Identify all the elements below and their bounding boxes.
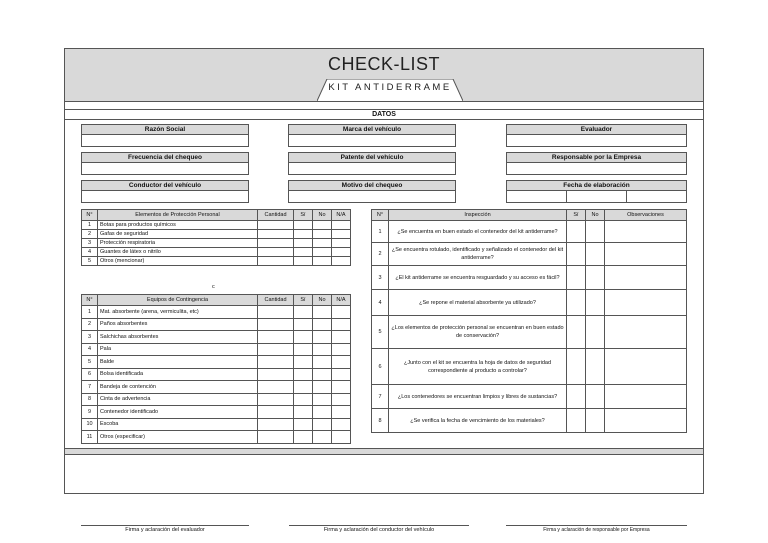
si-cell[interactable]	[294, 230, 313, 239]
no-cell[interactable]	[313, 248, 332, 257]
field-label: Marca del vehículo	[288, 124, 456, 135]
cantidad-cell[interactable]	[258, 257, 294, 266]
na-cell[interactable]	[332, 239, 351, 248]
table-row	[372, 385, 687, 409]
no-cell[interactable]	[586, 266, 605, 290]
row-number: 7	[372, 385, 389, 409]
table-row	[82, 331, 351, 344]
row-number: 5	[82, 356, 98, 369]
field-frecuencia	[81, 152, 249, 175]
table-row	[82, 343, 351, 356]
cantidad-cell[interactable]	[258, 331, 294, 344]
col-header: N°	[82, 295, 98, 306]
row-number: 6	[372, 349, 389, 385]
footer-divider-bar	[65, 448, 703, 455]
si-cell[interactable]	[294, 221, 313, 230]
cantidad-cell[interactable]	[258, 343, 294, 356]
row-number: 1	[82, 221, 98, 230]
field-label: Conductor del vehículo	[81, 180, 249, 191]
no-cell[interactable]	[313, 318, 332, 331]
table-row	[82, 239, 351, 248]
no-cell[interactable]	[313, 356, 332, 369]
cantidad-cell[interactable]	[258, 239, 294, 248]
si-cell[interactable]	[294, 356, 313, 369]
col-header: No	[313, 210, 332, 221]
na-cell[interactable]	[332, 306, 351, 319]
field-motivo	[288, 180, 456, 203]
na-cell[interactable]	[332, 230, 351, 239]
no-cell[interactable]	[313, 230, 332, 239]
si-cell[interactable]	[294, 343, 313, 356]
si-cell[interactable]	[294, 306, 313, 319]
no-cell[interactable]	[586, 243, 605, 266]
si-cell[interactable]	[294, 368, 313, 381]
col-header: No	[313, 295, 332, 306]
field-label: Frecuencia del chequeo	[81, 152, 249, 163]
razon-social-input[interactable]	[81, 135, 249, 147]
row-number: 2	[372, 243, 389, 266]
inspection-question: ¿Se verifica la fecha de vencimiento de los materiales?	[389, 409, 567, 433]
row-item: Bandeja de contención	[98, 381, 258, 394]
field-label: Razón Social	[81, 124, 249, 135]
na-cell[interactable]	[332, 393, 351, 406]
table-row	[372, 316, 687, 349]
page-title: CHECK-LIST	[327, 54, 440, 74]
si-cell[interactable]	[294, 381, 313, 394]
row-item: Paños absorbentes	[98, 318, 258, 331]
inspeccion-table	[371, 209, 687, 433]
header-banner	[65, 49, 703, 102]
no-cell[interactable]	[313, 343, 332, 356]
table-row	[82, 306, 351, 319]
observaciones-cell[interactable]	[605, 385, 687, 409]
epp-table	[81, 209, 351, 266]
inspeccion-header-row	[372, 210, 687, 221]
si-cell[interactable]	[567, 409, 586, 433]
na-cell[interactable]	[332, 431, 351, 444]
fecha-input-month[interactable]	[567, 191, 627, 203]
table-row	[82, 221, 351, 230]
na-cell[interactable]	[332, 406, 351, 419]
no-cell[interactable]	[313, 381, 332, 394]
col-header: Cantidad	[258, 295, 294, 306]
no-cell[interactable]	[586, 290, 605, 316]
inspection-question: ¿Se repone el material absorbente ya utilizado?	[389, 290, 567, 316]
si-cell[interactable]	[294, 406, 313, 419]
cantidad-cell[interactable]	[258, 406, 294, 419]
na-cell[interactable]	[332, 318, 351, 331]
fecha-input-group	[506, 191, 687, 203]
table-row	[372, 349, 687, 385]
si-cell[interactable]	[567, 316, 586, 349]
table-row	[82, 393, 351, 406]
field-razon-social	[81, 124, 249, 147]
table-row	[372, 290, 687, 316]
subtitle-tab	[317, 79, 463, 101]
cantidad-cell[interactable]	[258, 306, 294, 319]
table-row	[372, 409, 687, 433]
fecha-input-year[interactable]	[627, 191, 687, 203]
marca-vehiculo-input[interactable]	[288, 135, 456, 147]
table-row	[82, 257, 351, 266]
cantidad-cell[interactable]	[258, 221, 294, 230]
cantidad-cell[interactable]	[258, 248, 294, 257]
col-header: N°	[82, 210, 98, 221]
observaciones-cell[interactable]	[605, 316, 687, 349]
col-header: Inspección	[389, 210, 567, 221]
table-row	[82, 248, 351, 257]
no-cell[interactable]	[313, 306, 332, 319]
no-cell[interactable]	[313, 418, 332, 431]
row-item: Cinta de advertencia	[98, 393, 258, 406]
no-cell[interactable]	[313, 406, 332, 419]
row-item: Otros (especificar)	[98, 431, 258, 444]
si-cell[interactable]	[294, 418, 313, 431]
col-header: Sí	[567, 210, 586, 221]
row-number: 3	[372, 266, 389, 290]
si-cell[interactable]	[294, 257, 313, 266]
field-evaluador	[506, 124, 687, 147]
inspection-question: ¿Los elementos de protección personal se encuentran en buen estado de conservación?	[389, 316, 567, 349]
na-cell[interactable]	[332, 368, 351, 381]
row-item: Botas para productos químicos	[98, 221, 258, 230]
inspection-question: ¿Se encuentra rotulado, identificado y señalizado el contenedor del kit antiderrame?	[389, 243, 567, 266]
cantidad-cell[interactable]	[258, 393, 294, 406]
col-header: Cantidad	[258, 210, 294, 221]
field-fecha	[506, 180, 687, 203]
cantidad-cell[interactable]	[258, 318, 294, 331]
field-label: Motivo del chequeo	[288, 180, 456, 191]
no-cell[interactable]	[313, 331, 332, 344]
cantidad-cell[interactable]	[258, 381, 294, 394]
field-conductor	[81, 180, 249, 203]
field-patente	[288, 152, 456, 175]
row-item: Bolsa identificada	[98, 368, 258, 381]
observaciones-cell[interactable]	[605, 266, 687, 290]
table-row	[372, 221, 687, 243]
col-header: N°	[372, 210, 389, 221]
signature-evaluador: Firma y aclaración del evaluador	[81, 525, 249, 535]
row-item: Pala	[98, 343, 258, 356]
inspection-question: ¿Junto con el kit se encuentra la hoja de datos de seguridad correspondiente al producto a controlar?	[389, 349, 567, 385]
no-cell[interactable]	[313, 257, 332, 266]
evaluador-input[interactable]	[506, 135, 687, 147]
epp-body	[82, 221, 351, 266]
table-row	[82, 381, 351, 394]
row-number: 1	[372, 221, 389, 243]
epp-header-row	[82, 210, 351, 221]
col-header: No	[586, 210, 605, 221]
si-cell[interactable]	[294, 431, 313, 444]
si-cell[interactable]	[294, 393, 313, 406]
patente-input[interactable]	[288, 163, 456, 175]
row-number: 5	[82, 257, 98, 266]
table-row	[82, 406, 351, 419]
contingencia-body	[82, 306, 351, 444]
col-header: N/A	[332, 210, 351, 221]
observaciones-cell[interactable]	[605, 290, 687, 316]
na-cell[interactable]	[332, 221, 351, 230]
na-cell[interactable]	[332, 343, 351, 356]
row-number: 9	[82, 406, 98, 419]
row-number: 3	[82, 331, 98, 344]
no-cell[interactable]	[586, 409, 605, 433]
field-responsable	[506, 152, 687, 175]
si-cell[interactable]	[294, 248, 313, 257]
conductor-input[interactable]	[81, 191, 249, 203]
no-cell[interactable]	[586, 221, 605, 243]
inspection-question: ¿Se encuentra en buen estado el contenedor del kit antiderrame?	[389, 221, 567, 243]
si-cell[interactable]	[567, 349, 586, 385]
row-item: Salchichas absorbentes	[98, 331, 258, 344]
na-cell[interactable]	[332, 331, 351, 344]
row-number: 4	[82, 248, 98, 257]
table-row	[82, 318, 351, 331]
row-item: Protección respiratoria	[98, 239, 258, 248]
field-label: Responsable por la Empresa	[506, 152, 687, 163]
row-number: 4	[82, 343, 98, 356]
frecuencia-input[interactable]	[81, 163, 249, 175]
na-cell[interactable]	[332, 356, 351, 369]
si-cell[interactable]	[567, 221, 586, 243]
inspection-question: ¿Los contenedores se encuentran limpios y libres de sustancias?	[389, 385, 567, 409]
signature-conductor: Firma y aclaración del conductor del vehículo	[289, 525, 469, 535]
fecha-input-day[interactable]	[506, 191, 567, 203]
no-cell[interactable]	[313, 368, 332, 381]
field-label: Patente del vehículo	[288, 152, 456, 163]
si-cell[interactable]	[567, 385, 586, 409]
si-cell[interactable]	[567, 243, 586, 266]
table-row	[372, 266, 687, 290]
cantidad-cell[interactable]	[258, 368, 294, 381]
na-cell[interactable]	[332, 257, 351, 266]
cantidad-cell[interactable]	[258, 356, 294, 369]
motivo-input[interactable]	[288, 191, 456, 203]
table-row	[82, 431, 351, 444]
si-cell[interactable]	[567, 266, 586, 290]
na-cell[interactable]	[332, 381, 351, 394]
si-cell[interactable]	[567, 290, 586, 316]
no-cell[interactable]	[313, 431, 332, 444]
table-row	[372, 243, 687, 266]
table-row	[82, 368, 351, 381]
inspeccion-body	[372, 221, 687, 433]
row-item: Escoba	[98, 418, 258, 431]
row-number: 7	[82, 381, 98, 394]
signature-responsable: Firma y aclaración de responsable por Empresa	[506, 525, 687, 535]
observaciones-cell[interactable]	[605, 243, 687, 266]
cantidad-cell[interactable]	[258, 431, 294, 444]
field-marca-vehiculo	[288, 124, 456, 147]
observaciones-cell[interactable]	[605, 221, 687, 243]
no-cell[interactable]	[313, 239, 332, 248]
field-label: Evaluador	[506, 124, 687, 135]
observaciones-cell[interactable]	[605, 349, 687, 385]
row-item: Guantes de látex o nitrilo	[98, 248, 258, 257]
row-number: 2	[82, 230, 98, 239]
contingencia-header-row	[82, 295, 351, 306]
table-row	[82, 356, 351, 369]
no-cell[interactable]	[313, 221, 332, 230]
col-header: Sí	[294, 210, 313, 221]
si-cell[interactable]	[294, 318, 313, 331]
table-row	[82, 418, 351, 431]
row-number: 2	[82, 318, 98, 331]
cantidad-cell[interactable]	[258, 418, 294, 431]
row-number: 6	[82, 368, 98, 381]
row-item: Contenedor identificado	[98, 406, 258, 419]
row-number: 11	[82, 431, 98, 444]
datos-section-header: DATOS	[65, 109, 703, 120]
col-header: Equipos de Contingencia	[98, 295, 258, 306]
observaciones-cell[interactable]	[605, 409, 687, 433]
table-row	[82, 230, 351, 239]
na-cell[interactable]	[332, 418, 351, 431]
inspection-question: ¿El kit antiderrame se encuentra resguardado y su acceso es fácil?	[389, 266, 567, 290]
no-cell[interactable]	[313, 393, 332, 406]
stray-mark: c	[212, 284, 215, 290]
si-cell[interactable]	[294, 331, 313, 344]
no-cell[interactable]	[586, 316, 605, 349]
row-item: Otros (mencionar)	[98, 257, 258, 266]
row-number: 8	[372, 409, 389, 433]
na-cell[interactable]	[332, 248, 351, 257]
row-item: Gafas de seguridad	[98, 230, 258, 239]
no-cell[interactable]	[586, 385, 605, 409]
cantidad-cell[interactable]	[258, 230, 294, 239]
si-cell[interactable]	[294, 239, 313, 248]
row-item: Mat. absorbente (arena, vermiculita, etc)	[98, 306, 258, 319]
col-header: Sí	[294, 295, 313, 306]
row-number: 4	[372, 290, 389, 316]
col-header: Elementos de Protección Personal	[98, 210, 258, 221]
col-header: N/A	[332, 295, 351, 306]
row-number: 8	[82, 393, 98, 406]
row-number: 5	[372, 316, 389, 349]
responsable-input[interactable]	[506, 163, 687, 175]
contingencia-table	[81, 294, 351, 444]
col-header: Observaciones	[605, 210, 687, 221]
row-number: 1	[82, 306, 98, 319]
row-number: 3	[82, 239, 98, 248]
no-cell[interactable]	[586, 349, 605, 385]
field-label: Fecha de elaboración	[506, 180, 687, 191]
page-subtitle: KIT ANTIDERRAME	[328, 82, 452, 93]
row-item: Balde	[98, 356, 258, 369]
row-number: 10	[82, 418, 98, 431]
checklist-sheet	[64, 48, 704, 533]
